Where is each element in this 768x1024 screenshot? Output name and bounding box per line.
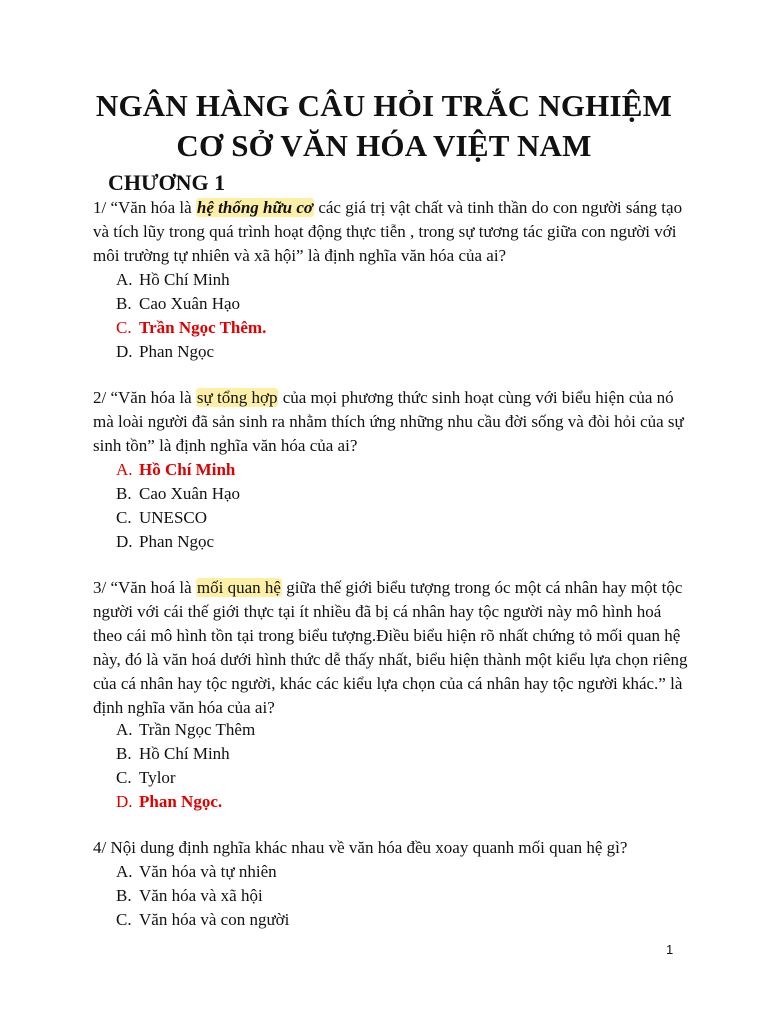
- question-2-text-end: của mọi phương thức sinh hoạt cùng với biểu hiện của nó mà loài người đã sản sinh ra nhằm thích ứng những nhu cầu đời sống và đòi hỏi của sự sinh tồn” là định nghĩa văn hóa của ai?: [93, 388, 684, 455]
- question-1-text-end: các giá trị vật chất và tinh thần do con người sáng tạo và tích lũy trong quá trình hoạt động thực tiễn , trong sự tương tác giữa con người với môi trường tự nhiên và xã hội” là định nghĩa văn hóa của ai?: [93, 198, 683, 265]
- chapter-heading: CHƯƠNG 1: [108, 170, 226, 195]
- q4-option-b: B. Văn hóa và xã hội: [116, 886, 263, 905]
- question-2-highlight: sự tổng hợp: [196, 388, 278, 407]
- question-3: [93, 576, 693, 720]
- q4-option-a: A. Văn hóa và tự nhiên: [116, 862, 277, 881]
- q3-option-b: B. Hồ Chí Minh: [116, 744, 230, 763]
- question-1-highlight: hệ thống hữu cơ: [196, 198, 314, 217]
- question-4-text: 4/ Nội dung định nghĩa khác nhau về văn hóa đều xoay quanh mối quan hệ gì?: [93, 838, 628, 857]
- question-1: [93, 196, 693, 268]
- question-2: [93, 386, 693, 458]
- q2-option-d: D. Phan Ngọc: [116, 532, 215, 551]
- q2-option-b: B. Cao Xuân Hạo: [116, 484, 241, 503]
- q2-option-a-correct: A. Hồ Chí Minh: [116, 460, 236, 479]
- q1-option-d: D. Phan Ngọc: [116, 342, 215, 361]
- q3-option-c: C. Tylor: [116, 768, 176, 787]
- q1-option-c-correct: C. Trần Ngọc Thêm.: [116, 318, 267, 337]
- title-line-2: CƠ SỞ VĂN HÓA VIỆT NAM: [176, 128, 592, 163]
- question-3-highlight: mối quan hệ: [196, 578, 281, 597]
- q4-option-c: C. Văn hóa và con người: [116, 910, 290, 929]
- page-number: 1: [666, 942, 674, 957]
- title-line-1: NGÂN HÀNG CÂU HỎI TRẮC NGHIỆM: [95, 88, 673, 123]
- question-1-text-start: 1/ “Văn hóa là: [93, 198, 196, 217]
- question-3-text-end: giữa thế giới biểu tượng trong óc một cá nhân hay một tộc người với cái thế giới thực tại ít nhiều đã bị cá nhân hay tộc người này mô hình hoá theo cái mô hình tồn tại trong biểu tượng.Điều biểu hiện rõ nhất chứng tỏ mối quan hệ này, đó là văn hoá dưới hình thức dễ thấy nhất, biểu hiện thành một kiểu lựa chọn riêng của cá nhân hay tộc người, khác các kiểu lựa chọn của cá nhân hay tộc người khác.” là định nghĩa văn hóa của ai?: [93, 578, 688, 717]
- question-3-text-start: 3/ “Văn hoá là: [93, 578, 196, 597]
- q1-option-a: A. Hồ Chí Minh: [116, 270, 230, 289]
- question-4: [93, 836, 693, 860]
- question-2-text-start: 2/ “Văn hóa là: [93, 388, 196, 407]
- q1-option-b: B. Cao Xuân Hạo: [116, 294, 241, 313]
- q2-option-c: C. UNESCO: [116, 508, 208, 527]
- q3-option-d-correct: D. Phan Ngọc.: [116, 792, 223, 811]
- q3-option-a: A. Trần Ngọc Thêm: [116, 720, 256, 739]
